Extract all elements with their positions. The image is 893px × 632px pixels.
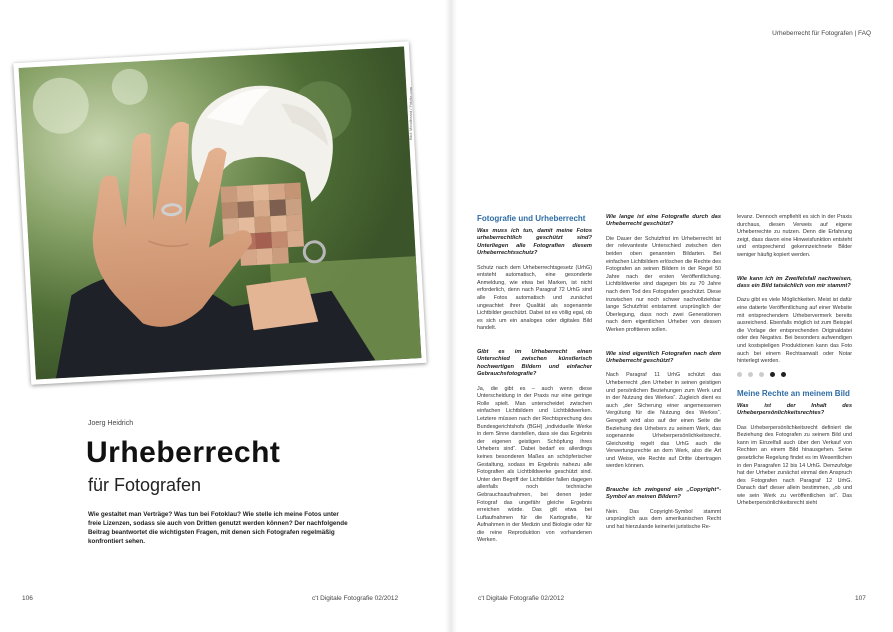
article-subtitle: für Fotografen [88, 475, 202, 495]
section-heading: Meine Rechte an meinem Bild [737, 388, 850, 398]
dot [748, 372, 753, 377]
photo-frame [13, 41, 426, 385]
column-2 [606, 214, 721, 586]
magazine-name-left: c't Digitale Fotografie 02/2012 [312, 595, 399, 602]
page-number-right: 107 [855, 595, 866, 602]
question: Wie sind eigentlich Fotografen nach dem Urheberrecht geschützt? [606, 350, 721, 364]
question: Wie kann ich im Zweifelsfall nachweisen, dass ein Bild tatsächlich von mir stammt? [737, 275, 852, 289]
paragraph: Das Urheberpersönlichkeitsrecht definiert die Beziehung des Fotografen zu seinem Bild und kann im Einzelfall auch über den Verkauf von Rechten an einem Bild hinausgehen. Seine gesetzliche Regelung findet es im Wesentlichen in den Paragrafen 12 bis 14 UrhG. Demzufolge hat der Urheber zunächst einmal den Anspruch des Fotografen nach Paragraf 12 UrhG. Danach darf dieser allein bestimmen, „ob und wie sein Werk zu veröffentlichen ist“. Das Urheberpersönlichkeitsrecht sieht [737, 424, 852, 507]
question: Brauche ich zwingend ein „Copyright“-Symbol an meinen Bildern? [606, 487, 721, 501]
dot [770, 372, 775, 377]
question: Was muss ich tun, damit meine Fotos urheberrechtlich geschützt sind? Unterliegen alle Fotografien diesem Urheberrechtsschutz? [477, 228, 592, 257]
photo [19, 46, 422, 379]
paragraph: Dazu gibt es viele Möglichkeiten. Meist ist dafür eine datierte Veröffentlichung auf einer Website mit entsprechendem Urhebervermerk bereits ausreichend. Ebenfalls möglich ist zum Beispiel die Vorlage der entsprechenden Originaldatei oder des Negativs. Bei besonders aufwendigen und kostspieligen Produktionen kann das Foto auch bei einem Rechtsanwalt oder Notar hinterlegt werden. [737, 297, 852, 365]
paragraph: Die Dauer der Schutzfrist im Urheberrecht ist der relevanteste Unterschied zwischen den beiden oben genannten Bildarten. Bei einfachen Lichtbildern erlöschen die Rechte des Fotografen an seinen Bildern in der Regel 50 Jahre nach der ersten Veröffentlichung. Lichtbildwerke sind dagegen bis zu 70 Jahre nach dem Tod des Fotografen geschützt. Diese inzwischen nur noch schwer nachvollziehbar lange Schutzfrist entstammt ursprünglich der Überlegung, dass noch zwei Generationen nach dem eigentlichen Urheber von dessen Werken profitieren sollen. [606, 235, 721, 333]
question: Was ist der Inhalt des Urheberpersönlichkeitsrechtes? [737, 402, 852, 417]
page-number-left: 106 [22, 595, 33, 602]
magazine-name-right: c't Digitale Fotografie 02/2012 [478, 595, 565, 602]
dot [781, 372, 786, 377]
dot [759, 372, 764, 377]
page-gutter [445, 0, 457, 632]
pagination-dots [737, 372, 852, 377]
section-header: Urheberrecht für Fotografen | FAQ [772, 30, 871, 37]
paragraph: Schutz nach dem Urheberrechtsgesetz (UrhG) entsteht automatisch, eine gesonderte Anmeldung, wie etwa bei Marken, ist nicht erforderlich, denn nach Paragraf 72 UrhG sind alle Fotos automatisch und zunächst ungeachtet ihrer Qualität als sogenannte Lichtbilder geschützt. Dabei ist es völlig egal, ob es sich um ein analoges oder digitales Bild handelt. [477, 264, 592, 332]
question: Gibt es im Urheberrecht einen Unterschied zwischen künstlerisch hochwertigen Bildern und einfacher Gebrauchsfotografie? [477, 348, 592, 378]
question: Wie lange ist eine Fotografie durch das Urheberrecht geschützt? [606, 214, 721, 228]
paragraph: levanz. Dennoch empfiehlt es sich in der Praxis durchaus, diesen Verweis auf eigene Urheberrechte zu nutzen. Denn die Erfahrung zeigt, dass davon eine Hinweisfunktion entsteht und entsprechend gekennzeichnete Bilder weniger häufig kopiert werden. [737, 214, 852, 258]
column-1 [477, 214, 592, 586]
dot [737, 372, 742, 377]
paragraph: Nein. Das Copyright-Symbol stammt ursprünglich aus dem amerikanischen Recht und hat hierzulande keinerlei juristische Re- [606, 508, 721, 531]
photo-credit: Bild: Moodboard / Fotolia.com [408, 86, 413, 140]
column-3 [737, 214, 852, 586]
article-lead: Wie gestaltet man Verträge? Was tun bei Fotoklau? Wie stelle ich meine Fotos unter freie Lizenzen, sodass sie auch von Dritten genutzt werden können? Der nachfolgende Beitrag beantwortet die wichtigsten Fragen, mit denen sich Fotografen regelmäßig konfrontiert sehen. [88, 511, 348, 545]
paragraph: Ja, die gibt es – auch wenn diese Unterscheidung in der Praxis nur eine geringe Rolle spielt. Man unterscheidet zwischen einfachen Lichtbildern und Lichtbildwerken. Letztere müssen nach der Rechtsprechung des Bundesgerichtshofs (BGH) „individuelle Werke in dem Sinne darstellen, dass sie das Ergebnis der eigenen geistigen Schöpfung ihres Urhebers sind“. Dabei bedarf es allerdings keines besonderen Maßes an schöpferischer Gestaltung, sodass im Ergebnis nahezu alle Fotografien als Lichtbildwerke geschützt sind. Unter den Begriff der Lichtbilder fallen dagegen allenfalls noch technische Gebrauchsaufnahmen, bei denen jeder Fotograf das ungefähr gleiche Ergebnis erreichen würde. Das gilt etwa bei Luftaufnahmen für die Kartografie, für Aufnahmen in der Medizin und Biologie oder für die reine Reproduktion von vorhandenen Werken. [477, 385, 592, 544]
photo-illustration [19, 46, 422, 379]
author-name: Joerg Heidrich [88, 420, 134, 427]
section-heading: Fotografie und Urheberrecht [477, 214, 586, 223]
article-title: Urheberrecht [86, 436, 281, 469]
paragraph: Nach Paragraf 11 UrhG schützt das Urheberrecht „den Urheber in seinen geistigen und persönlichen Beziehungen zum Werk und in der Nutzung des Werkes“. Zugleich dient es auch „der Sicherung einer angemessenen Vergütung für die Nutzung des Werkes“. Geregelt wird also auf der einen Seite die Beziehung des Urhebers zu seinem Werk, das sogenannte Urheberpersönlichkeitsrecht. Gleichzeitig regelt das UrhG auch die Verwertungsrechte an dem Werk, also die Art und Weise, wie Rechte auf Dritte übertragen werden können. [606, 372, 721, 470]
